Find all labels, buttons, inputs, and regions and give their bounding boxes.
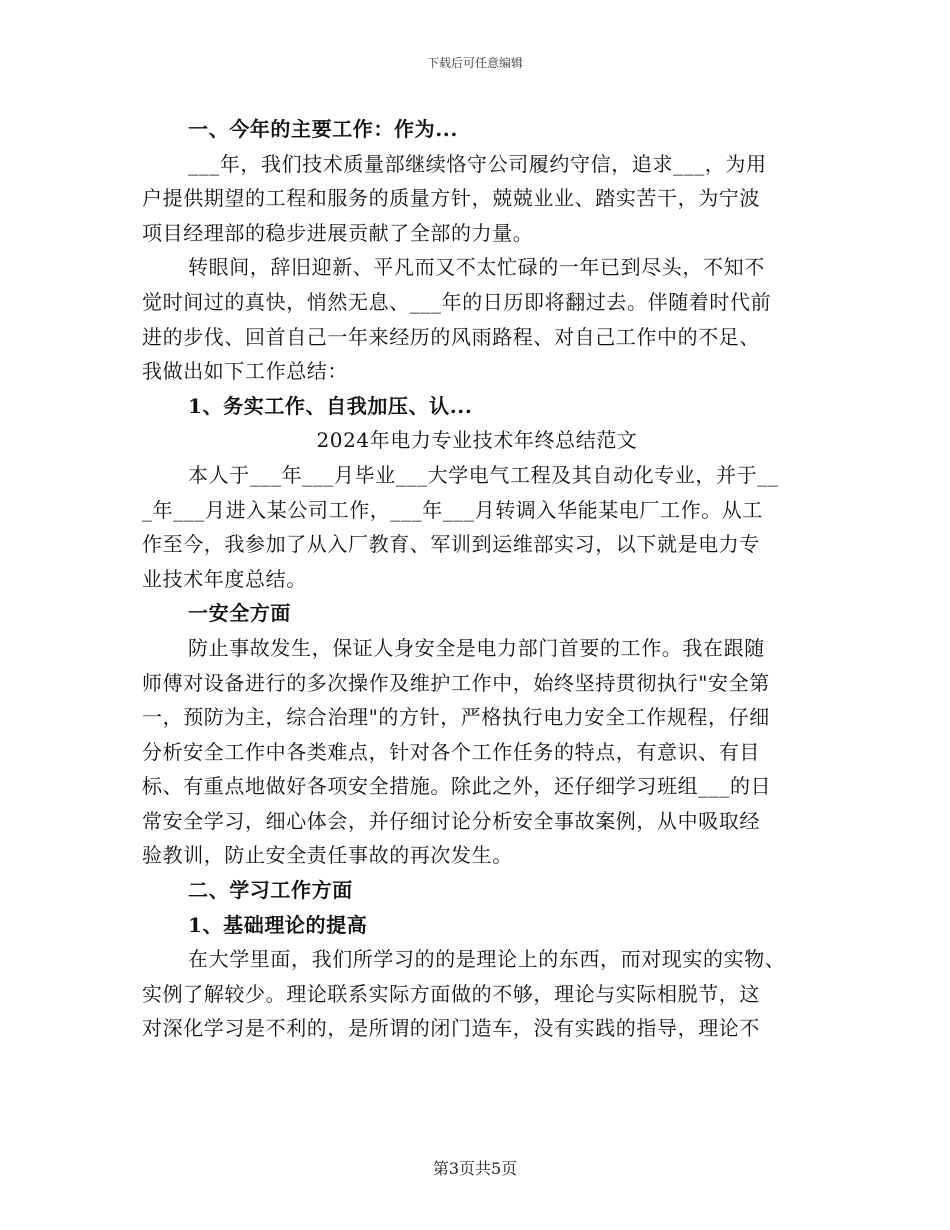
text-line: 分析安全工作中各类难点，针对各个工作任务的特点，有意识、有目 [142,739,760,764]
document-body [142,112,812,1046]
page-number: 第3页共5页 [432,1159,518,1178]
text-line: 本人于___年___月毕业___大学电气工程及其自动化专业，并于__ [188,462,779,487]
text-line: 户提供期望的工程和服务的质量方针，兢兢业业、踏实苦干，为宁波 [142,186,760,211]
section-heading: 一、今年的主要工作：作为... [188,117,458,141]
section-heading: 一安全方面 [188,601,291,626]
text-line: 我做出如下工作总结： [142,359,348,384]
text-line: 作至今，我参加了从入厂教育、军训到运维部实习，以下就是电力专 [142,532,760,557]
section-heading: 1、基础理论的提高 [188,912,368,937]
text-line: ___年，我们技术质量部继续恪守公司履约守信，追求___，为用 [188,151,767,176]
text-line: 实例了解较少。理论联系实际方面做的不够，理论与实际相脱节，这 [142,981,760,1006]
text-line: 在大学里面，我们所学习的的是理论上的东西，而对现实的实物、 [188,947,786,972]
text-line: 转眼间，辞旧迎新、平凡而又不太忙碌的一年已到尽头，不知不 [188,255,765,280]
section-heading: 二、学习工作方面 [188,878,353,903]
text-line: 对深化学习是不利的，是所谓的闭门造车，没有实践的指导，理论不 [142,1016,760,1041]
text-line: 标、有重点地做好各项安全措施。除此之外，还仔细学习班组___的日 [142,774,772,799]
document-title: 2024年电力专业技术年终总结范文 [316,428,638,453]
text-line: 一，预防为主，综合治理"的方针，严格执行电力安全工作规程，仔细 [142,705,770,730]
text-line: 觉时间过的真快，悄然无息、___年的日历即将翻过去。伴随着时代前 [142,289,772,314]
page-header: 下载后可任意编辑 [426,56,523,70]
text-line: 项目经理部的稳步进展贡献了全部的力量。 [142,220,534,245]
text-line: 业技术年度总结。 [142,566,307,591]
section-heading: 1、务实工作、自我加压、认... [188,393,473,418]
text-line: 防止事故发生，保证人身安全是电力部门首要的工作。我在跟随 [188,635,765,660]
text-line: 验教训，防止安全责任事故的再次发生。 [142,843,513,868]
text-line: _年___月进入某公司工作，___年___月转调入华能某电厂工作。从工 [142,497,763,522]
text-line: 进的步伐、回首自己一年来经历的风雨路程、对自己工作中的不足、 [142,324,760,349]
text-line: 师傅对设备进行的多次操作及维护工作中，始终坚持贯彻执行"安全第 [142,670,770,695]
text-line: 常安全学习，细心体会，并仔细讨论分析安全事故案例，从中吸取经 [142,808,760,833]
